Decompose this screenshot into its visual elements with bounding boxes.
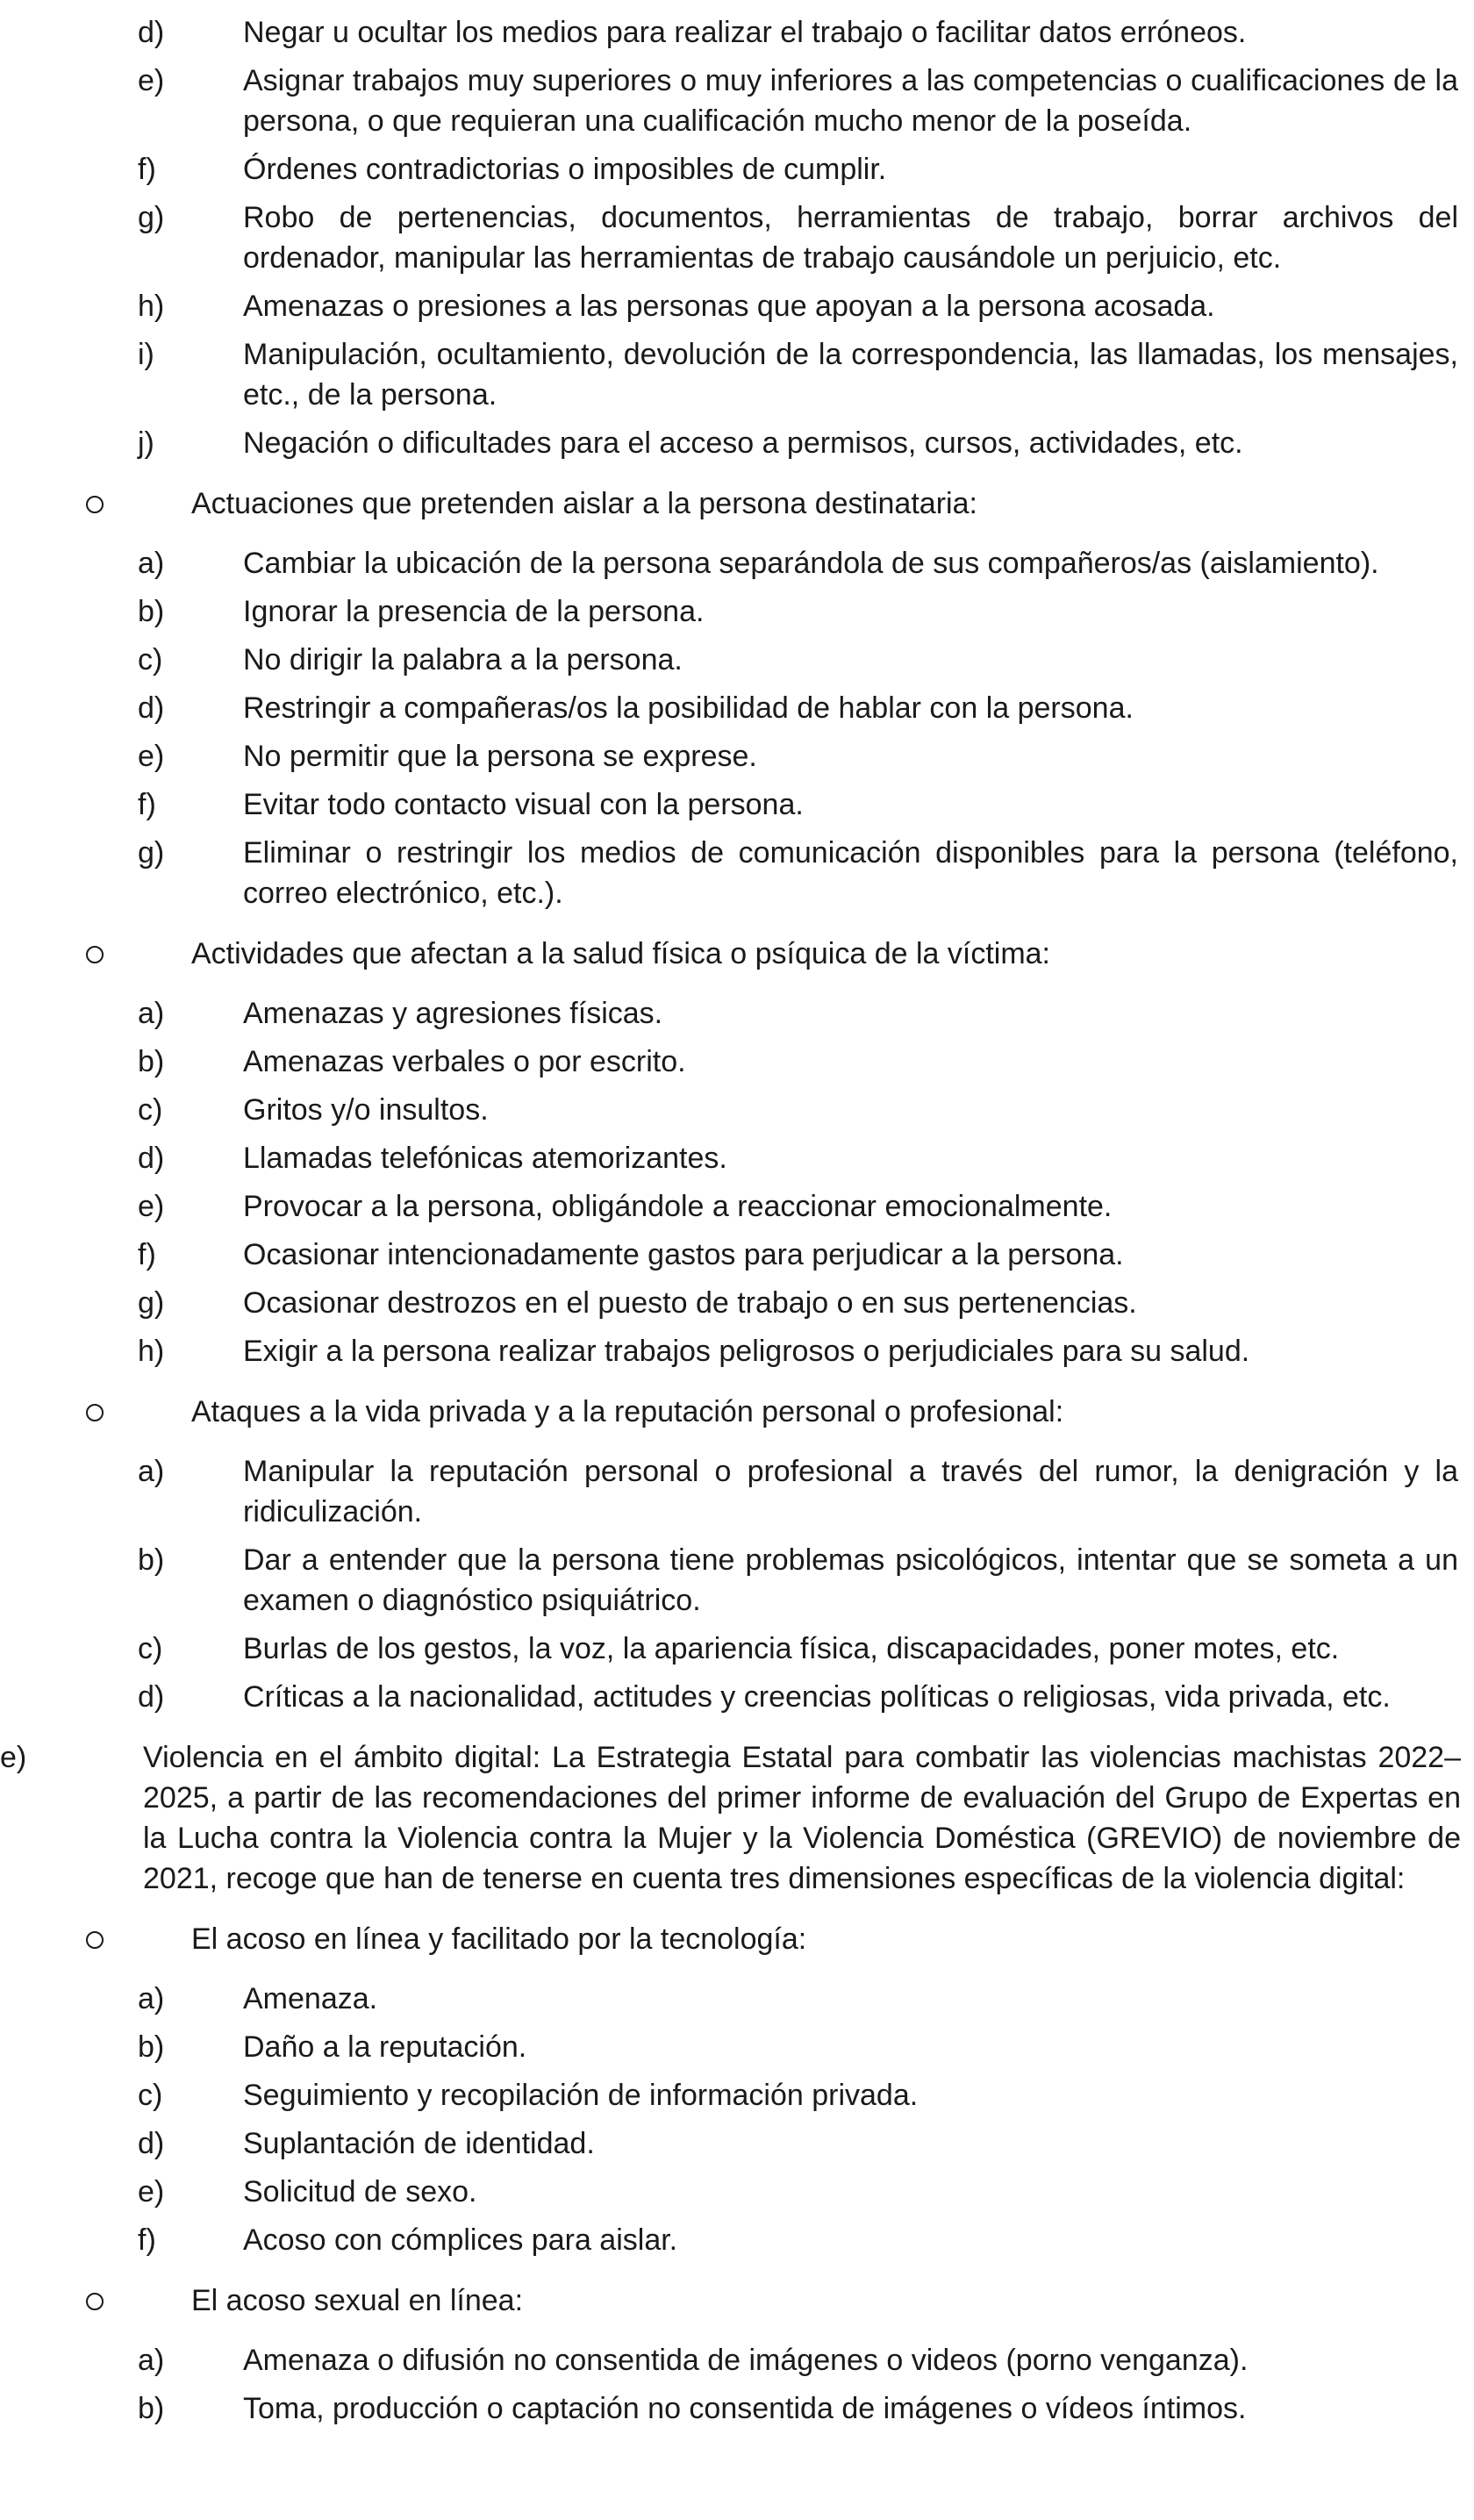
item-label: h) — [138, 1335, 165, 1368]
bullet-heading-text: Actividades que afectan a la salud física o psíquica de la víctima: — [191, 937, 1050, 970]
list-item — [138, 591, 1458, 632]
circle-bullet-icon — [86, 1392, 104, 1432]
item-text: Gritos y/o insultos. — [243, 1093, 489, 1127]
item-text: Acoso con cómplices para aislar. — [243, 2223, 678, 2257]
bullet-heading-text: El acoso en línea y facilitado por la tecnología: — [191, 1922, 807, 1956]
item-text: Suplantación de identidad. — [243, 2127, 595, 2160]
bullet-heading — [139, 1919, 1458, 1959]
item-label: d) — [138, 2127, 165, 2160]
item-label: b) — [138, 1543, 165, 1577]
item-text: Eliminar o restringir los medios de comunicación disponibles para la persona (teléfono, correo electrónico, etc.). — [243, 836, 1458, 910]
item-label: a) — [138, 997, 165, 1030]
list-item — [138, 1235, 1458, 1275]
circle-bullet-icon — [86, 1919, 104, 1959]
item-text: Amenaza. — [243, 1982, 378, 2015]
item-label: d) — [138, 691, 165, 725]
item-label: g) — [138, 201, 165, 234]
list-item — [138, 1138, 1458, 1178]
list-item — [138, 1979, 1458, 2019]
list-item — [138, 1677, 1458, 1717]
item-text: Ocasionar intencionadamente gastos para perjudicar a la persona. — [243, 1238, 1124, 1271]
item-label: c) — [138, 2079, 163, 2112]
item-text: Robo de pertenencias, documentos, herramientas de trabajo, borrar archivos del ordenador, manipular las herramientas de trabajo causándole un perjuicio, etc. — [243, 201, 1458, 275]
list-item — [138, 784, 1458, 825]
item-text: Provocar a la persona, obligándole a reaccionar emocionalmente. — [243, 1190, 1113, 1223]
item-text: Dar a entender que la persona tiene problemas psicológicos, intentar que se someta a un examen o diagnóstico psiquiátrico. — [243, 1543, 1458, 1617]
list-item — [138, 423, 1458, 463]
item-text: Negar u ocultar los medios para realizar el trabajo o facilitar datos erróneos. — [243, 16, 1247, 49]
list-item — [138, 640, 1458, 680]
item-label: c) — [138, 1093, 163, 1127]
item-text: Manipulación, ocultamiento, devolución de la correspondencia, las llamadas, los mensajes, etc., de la persona. — [243, 338, 1458, 412]
item-label: c) — [138, 643, 163, 677]
list-item — [138, 2123, 1458, 2164]
item-label: f) — [138, 1238, 156, 1271]
item-label: c) — [138, 1632, 163, 1665]
item-label: b) — [138, 1045, 165, 1078]
item-text: Amenazas verbales o por escrito. — [243, 1045, 686, 1078]
list-item — [138, 2075, 1458, 2116]
item-text: Llamadas telefónicas atemorizantes. — [243, 1142, 727, 1175]
item-text: Ignorar la presencia de la persona. — [243, 595, 705, 628]
item-label: b) — [138, 2392, 165, 2425]
list-item — [138, 1283, 1458, 1323]
list-item — [138, 149, 1458, 190]
list-item — [138, 1540, 1458, 1621]
list-item — [138, 2172, 1458, 2212]
item-label: a) — [138, 1455, 165, 1488]
list-item — [138, 833, 1458, 913]
item-text: Ocasionar destrozos en el puesto de trabajo o en sus pertenencias. — [243, 1286, 1137, 1320]
item-text: Manipular la reputación personal o profesional a través del rumor, la denigración y la ridiculización. — [243, 1455, 1458, 1528]
list-item — [138, 1331, 1458, 1371]
list-item — [138, 736, 1458, 777]
intro-list — [0, 12, 1474, 463]
list-item — [138, 2340, 1458, 2380]
item-label: b) — [138, 595, 165, 628]
list-item — [138, 1042, 1458, 1082]
bullet-heading-text: Actuaciones que pretenden aislar a la persona destinataria: — [191, 487, 977, 520]
list-item — [138, 543, 1458, 583]
bullet-heading — [139, 483, 1458, 524]
item-text: Daño a la reputación. — [243, 2030, 527, 2064]
item-label: a) — [138, 1982, 165, 2015]
item-label: d) — [138, 1142, 165, 1175]
item-label: e) — [138, 740, 165, 773]
list-item — [138, 334, 1458, 415]
item-label: e) — [138, 64, 165, 97]
list-item — [138, 1090, 1458, 1130]
item-text: Amenazas o presiones a las personas que apoyan a la persona acosada. — [243, 290, 1215, 323]
list-item — [138, 2388, 1458, 2429]
bullet-heading-text: Ataques a la vida privada y a la reputación personal o profesional: — [191, 1395, 1064, 1428]
item-label: f) — [138, 2223, 156, 2257]
list-item — [138, 286, 1458, 326]
item-text: Órdenes contradictorias o imposibles de cumplir. — [243, 153, 887, 186]
item-label: h) — [138, 290, 165, 323]
bullet-heading-text: El acoso sexual en línea: — [191, 2284, 524, 2317]
document-page — [0, 12, 1474, 2437]
list-item — [138, 1451, 1458, 1532]
item-text: Restringir a compañeras/os la posibilidad de hablar con la persona. — [243, 691, 1134, 725]
bullet-heading — [139, 2280, 1458, 2321]
item-text: Evitar todo contacto visual con la persona. — [243, 788, 804, 821]
circle-bullet-icon — [86, 2280, 104, 2321]
list-item — [138, 2027, 1458, 2067]
item-label: b) — [138, 2030, 165, 2064]
item-label: a) — [138, 547, 165, 580]
bullet-heading — [139, 1392, 1458, 1432]
list-item — [138, 688, 1458, 728]
item-text: Negación o dificultades para el acceso a permisos, cursos, actividades, etc. — [243, 426, 1243, 460]
item-text: Toma, producción o captación no consentida de imágenes o vídeos íntimos. — [243, 2392, 1247, 2425]
list-item — [138, 12, 1458, 53]
list-item — [138, 1186, 1458, 1227]
section-paragraph — [0, 1737, 1461, 1899]
item-text: No dirigir la palabra a la persona. — [243, 643, 683, 677]
item-text: Amenaza o difusión no consentida de imágenes o videos (porno venganza). — [243, 2344, 1249, 2377]
list-item — [138, 2220, 1458, 2260]
list-item — [138, 1629, 1458, 1669]
item-label: g) — [138, 836, 165, 870]
item-text: Seguimiento y recopilación de información privada. — [243, 2079, 919, 2112]
item-label: i) — [138, 338, 154, 371]
item-label: e) — [138, 1190, 165, 1223]
item-label: d) — [138, 16, 165, 49]
list-item — [138, 197, 1458, 278]
bullet-heading — [139, 934, 1458, 974]
item-label: g) — [138, 1286, 165, 1320]
item-text: Burlas de los gestos, la voz, la apariencia física, discapacidades, poner motes, etc. — [243, 1632, 1340, 1665]
item-label: j) — [138, 426, 154, 460]
circle-bullet-icon — [86, 934, 104, 974]
item-text: Asignar trabajos muy superiores o muy inferiores a las competencias o cualificaciones de la persona, o que requieran una cualificación mucho menor de la poseída. — [243, 64, 1458, 138]
circle-bullet-icon — [86, 483, 104, 524]
item-text: Críticas a la nacionalidad, actitudes y creencias políticas o religiosas, vida privada, etc. — [243, 1680, 1391, 1714]
item-text: Amenazas y agresiones físicas. — [243, 997, 663, 1030]
item-label: d) — [138, 1680, 165, 1714]
item-text: Cambiar la ubicación de la persona separándola de sus compañeros/as (aislamiento). — [243, 547, 1379, 580]
item-text: No permitir que la persona se exprese. — [243, 740, 757, 773]
item-text: Solicitud de sexo. — [243, 2175, 477, 2209]
list-item — [138, 61, 1458, 141]
item-label: a) — [138, 2344, 165, 2377]
item-text: Exigir a la persona realizar trabajos peligrosos o perjudiciales para su salud. — [243, 1335, 1250, 1368]
list-item — [138, 993, 1458, 1034]
item-label: e) — [138, 2175, 165, 2209]
section-text: Violencia en el ámbito digital: La Estrategia Estatal para combatir las violencias machistas 2022–2025, a partir de las recomendaciones del primer informe de evaluación del Grupo de Expertas en la Lucha contra la Violencia contra la Mujer y la Violencia Doméstica (GREVIO) de noviembre de 2021, recoge que han de tenerse en cuenta tres dimensiones específicas de la violencia digital: — [143, 1741, 1461, 1895]
item-label: f) — [138, 153, 156, 186]
section-label: e) — [0, 1741, 27, 1774]
item-label: f) — [138, 788, 156, 821]
